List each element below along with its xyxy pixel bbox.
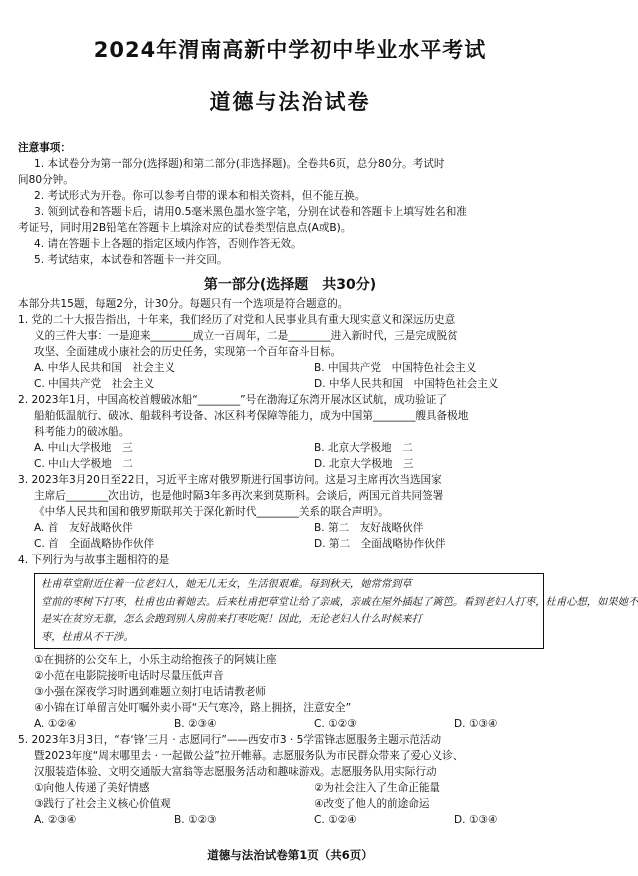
q3-option-d[interactable]: D. 第二 全面战略协作伙伴 [314,538,446,550]
q3-options-row [18,520,570,536]
q1-option-d[interactable]: D. 中华人民共和国 中国特色社会主义 [314,378,499,390]
q5-statement: ④改变了他人的前途命运 [314,798,430,810]
q3-line: 《中华人民共和国和俄罗斯联邦关于深化新时代________关系的联合声明》。 [34,506,389,518]
q3-options-row [18,536,570,552]
q3-line: 主席后________次出访，也是他时隔3年多再次来到莫斯科。会谈后，两国元首共同签署 [34,490,444,502]
q1-option-a[interactable]: A. 中华人民共和国 社会主义 [34,362,175,374]
q5-option-d[interactable]: D. ①③④ [454,814,498,826]
q2-option-c[interactable]: C. 中山大学极地 二 [34,458,133,470]
q5-line: 汉服装造体验、文明交通版大富翁等志愿服务活动和趣味游戏。志愿服务队用实际行动 [34,766,437,778]
q2-line: 2. 2023年1月，中国高校首艘破冰船“________”号在渤海辽东湾开展冰区试航，成功验证了 [18,394,447,406]
exam-title: 2024年渭南高新中学初中毕业水平考试 [93,38,487,62]
q4-statement: ④小锦在订单留言处叮嘱外卖小哥“天气寒冷，路上拥挤，注意安全” [34,702,352,714]
q1-line: 1. 党的二十大报告指出，十年来，我们经历了对党和人民事业具有重大现实意义和深远历史意 [18,314,456,326]
q3-option-c[interactable]: C. 首 全面战略协作伙伴 [34,538,155,550]
part1-intro: 本部分共15题，每题2分，计30分。每题只有一个选项是符合题意的。 [18,298,349,310]
notice-line: 1. 本试卷分为第一部分(选择题)和第二部分(非选择题)。全卷共6页，总分80分。考试时 [34,158,445,170]
q2-line: 船舶低温航行、破冰、船载科考设备、冰区科考保障等能力，成为中国第________艘具备极地 [34,410,469,422]
questions-block [18,296,570,568]
notice-line: 5. 考试结束，本试卷和答题卡一并交回。 [34,254,228,266]
q5-options-row [18,812,570,828]
notice-line: 考证号，同时用2B铅笔在答题卡上填涂对应的试卷类型信息点(A或B)。 [18,222,352,234]
q4-story-line: 是实在贫穷无靠，怎么会跑到别人房前来打枣吃呢！因此，无论老妇人什么时候来打 [41,613,422,625]
q1-options-row [18,360,570,376]
notice-line: 2. 考试形式为开卷。你可以参考自带的课本和相关资料，但不能互换。 [34,190,366,202]
q4-story-line: 杜甫草堂附近住着一位老妇人，她无儿无女，生活很艰难。每到秋天，她常常到草 [41,578,412,590]
q4-statement: ②小范在电影院接听电话时尽量压低声音 [34,670,224,682]
notice-heading: 注意事项： [18,142,71,154]
q2-option-d[interactable]: D. 北京大学极地 三 [314,458,414,470]
q2-options-row [18,456,570,472]
q4-option-d[interactable]: D. ①③④ [454,718,498,730]
q4-statement: ③小强在深夜学习时遇到难题立刻打电话请教老师 [34,686,266,698]
q2-options-row [18,440,570,456]
q5-option-a[interactable]: A. ②③④ [34,814,77,826]
questions-block-2 [18,652,570,828]
q1-option-b[interactable]: B. 中国共产党 中国特色社会主义 [314,362,477,374]
q2-option-b[interactable]: B. 北京大学极地 二 [314,442,413,454]
q1-option-c[interactable]: C. 中国共产党 社会主义 [34,378,155,390]
q4-options-row [18,716,570,732]
notice-line: 4. 请在答题卡上各题的指定区域内作答，否则作答无效。 [34,238,302,250]
q4-story-box [34,573,638,649]
notice-line: 3. 领到试卷和答题卡后，请用0.5毫米黑色墨水签字笔，分别在试卷和答题卡上填写姓名和准 [34,206,467,218]
q4-statement: ①在拥挤的公交车上，小乐主动给抱孩子的阿姨让座 [34,654,277,666]
q1-line: 攻坚、全面建成小康社会的历史任务，实现第一个百年奋斗目标。 [34,346,342,358]
notice-section [18,140,570,268]
page-footer: 道德与法治试卷第1页（共6页） [207,848,373,862]
q1-options-row [18,376,570,392]
q5-statements-row [18,796,570,812]
q5-option-c[interactable]: C. ①②④ [314,814,357,826]
part1-title: 第一部分(选择题 共30分) [203,277,377,293]
q4-story-line: 堂前的枣树下打枣，杜甫也由着她去。后来杜甫把草堂让给了亲戚，亲戚在屋外插起了篱笆。看到老妇人打枣，杜甫心想，如果她不 [41,595,638,608]
q5-option-b[interactable]: B. ①②③ [174,814,217,826]
q2-option-a[interactable]: A. 中山大学极地 三 [34,442,133,454]
q4-stem: 4. 下列行为与故事主题相符的是 [18,554,170,566]
q2-line: 科考能力的破冰船。 [34,426,130,438]
exam-subtitle: 道德与法治试卷 [209,90,371,114]
q4-story-line: 枣，杜甫从不干涉。 [41,630,134,643]
q5-statements-row [18,780,570,796]
notice-line: 间80分钟。 [18,174,74,186]
q5-statement: ①向他人传递了美好情感 [34,782,150,794]
q4-option-a[interactable]: A. ①②④ [34,718,77,730]
q1-line: 义的三件大事：一是迎来________成立一百周年，二是________进入新时代，三是完成脱贫 [34,330,458,342]
q5-statement: ③践行了社会主义核心价值观 [34,798,171,810]
q5-statement: ②为社会注入了生命正能量 [314,782,441,794]
q3-option-b[interactable]: B. 第二 友好战略伙伴 [314,522,424,534]
q5-line: 暨2023年度“周末哪里去 · 一起做公益”拉开帷幕。志愿服务队为市民群众带来了爱心义诊、 [34,750,464,762]
q3-line: 3. 2023年3月20日至22日，习近平主席对俄罗斯进行国事访问。这是习主席再次当选国家 [18,474,442,486]
q4-option-b[interactable]: B. ②③④ [174,718,217,730]
q5-line: 5. 2023年3月3日，“春‘锋’三月 · 志愿同行”——西安市3 · 5学雷锋志愿服务主题示范活动 [18,734,442,746]
q4-option-c[interactable]: C. ①②③ [314,718,357,730]
q3-option-a[interactable]: A. 首 友好战略伙伴 [34,522,133,534]
